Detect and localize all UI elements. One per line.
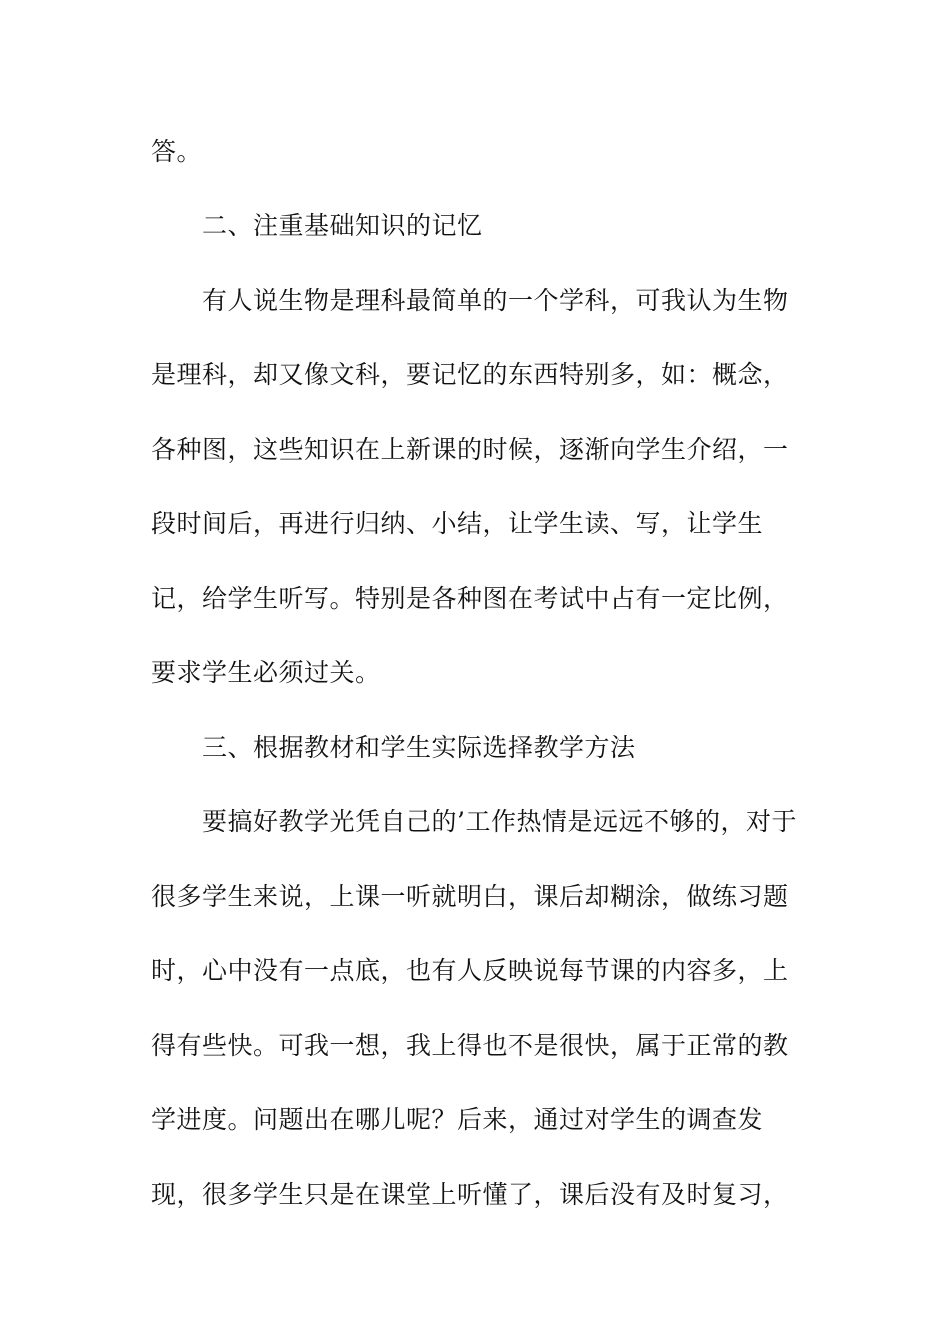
paragraph-line: 要搞好教学光凭自己的’工作热情是远远不够的，对于	[202, 807, 797, 836]
section-heading: 二、注重基础知识的记忆	[202, 211, 483, 240]
paragraph-line: 各种图，这些知识在上新课的时候，逐渐向学生介绍，一	[151, 435, 789, 464]
paragraph-line: 时，心中没有一点底，也有人反映说每节课的内容多，上	[151, 956, 789, 985]
paragraph-line: 要求学生必须过关。	[151, 658, 381, 687]
paragraph-line: 有人说生物是理科最简单的一个学科，可我认为生物	[202, 286, 789, 315]
text-line: 答。	[151, 137, 203, 166]
paragraph-line: 很多学生来说，上课一听就明白，课后却糊涂，做练习题	[151, 882, 789, 911]
paragraph-line: 得有些快。可我一想，我上得也不是很快，属于正常的教	[151, 1031, 789, 1060]
paragraph-line: 段时间后，再进行归纳、小结，让学生读、写，让学生	[151, 509, 764, 538]
paragraph-line: 学进度。问题出在哪儿呢？后来，通过对学生的调查发	[151, 1105, 764, 1134]
paragraph-line: 现，很多学生只是在课堂上听懂了，课后没有及时复习，	[151, 1180, 789, 1209]
paragraph-line: 记，给学生听写。特别是各种图在考试中占有一定比例，	[151, 584, 789, 613]
paragraph-line: 是理科，却又像文科，要记忆的东西特别多，如：概念，	[151, 360, 789, 389]
section-heading: 三、根据教材和学生实际选择教学方法	[202, 733, 636, 762]
